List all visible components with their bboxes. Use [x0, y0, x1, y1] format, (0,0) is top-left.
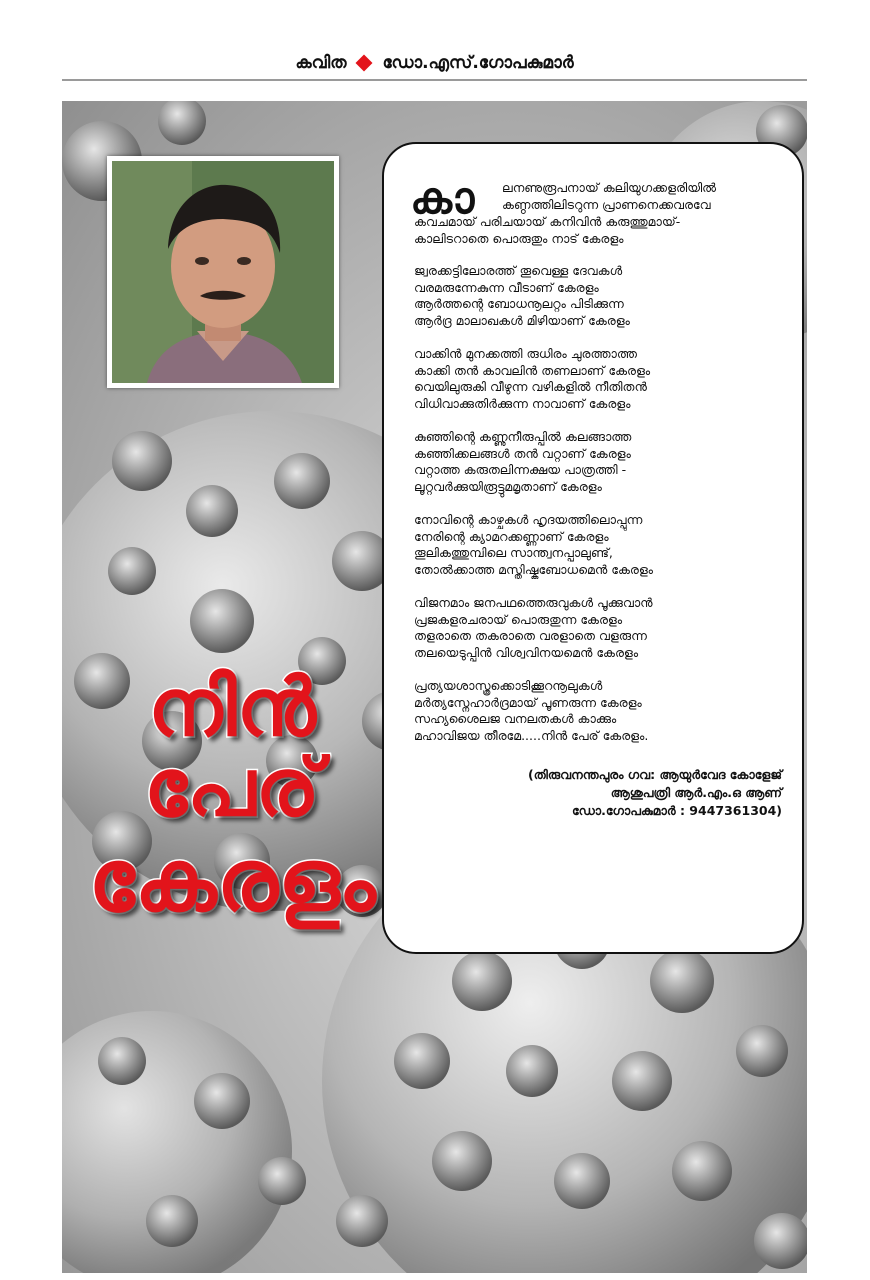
- poem-line: വരമരുന്നേകുന്ന വീടാണ് കേരളം: [414, 279, 599, 295]
- poem-line: ആർദ്ര മാലാഖകൾ മിഴിയാണ് കേരളം: [414, 312, 630, 328]
- poem-line: നോവിന്റെ കാഴ്ചകൾ ഹൃദയത്തിലൊപ്പുന്ന: [414, 512, 643, 527]
- poem-stanza-1: [410, 173, 788, 246]
- poem-stanza-6: [414, 595, 788, 661]
- header-rule: [62, 79, 807, 81]
- diamond-icon: [356, 55, 373, 72]
- poem-line: കുഞ്ഞിന്റെ കണ്ണുനീരുപ്പിൽ കലങ്ങാത്ത: [414, 429, 632, 444]
- page-header: [62, 48, 807, 78]
- feature-panel: [62, 101, 807, 1273]
- poem-stanza-3: [414, 346, 788, 412]
- poem-line: സഹ്യശൈലജ വനലതകൾ കാക്കും: [414, 711, 617, 726]
- poem-stanza-5: [414, 512, 788, 578]
- drop-cap: കാ: [410, 173, 475, 224]
- poem-line: മർത്യസ്നേഹാർദ്രമായ് പൂണരുന്ന കേരളം: [414, 694, 642, 710]
- author-credit: [414, 766, 788, 820]
- poem-stanza-4: [414, 429, 788, 495]
- poem-box: [382, 142, 804, 954]
- poem-line: ആർത്തന്റെ ബോധനൂലറ്റം പിടിക്കുന്ന: [414, 296, 624, 311]
- poem-line: തോൽക്കാത്ത മസ്തിഷ്കബോധമെൻ കേരളം: [414, 561, 654, 577]
- poem-line: വിജനമാം ജനപഥത്തെരുവുകൾ പൂക്കുവാൻ: [414, 595, 653, 610]
- poem-line: കണ്ഠത്തിലിടറുന്ന പ്രാണനെക്കവരവേ: [502, 197, 711, 212]
- poem-line: ലനണുരൂപനായ് കലിയുഗക്കളരിയിൽ: [502, 180, 717, 195]
- author-name: ഡോ.എസ്.ഗോപകുമാർ: [382, 53, 574, 73]
- poem-line: വാക്കിൻ മുനക്കത്തി രുധിരം ചുരത്താത്ത: [414, 346, 637, 361]
- poem-line: ലൂറ്റവർക്കുയിരൂട്ടുമമൃതാണ് കേരളം: [414, 478, 602, 494]
- title-line-1: നിൻ: [148, 661, 316, 754]
- title-line-2: പേര്: [144, 741, 320, 834]
- poem-line: കവചമായ് പരിചയായ് കനിവിൻ കരുത്തുമായ്-: [414, 214, 681, 229]
- section-label: കവിത: [295, 53, 347, 73]
- portrait-icon: [112, 161, 334, 383]
- poem-line: വിധിവാക്കുതിർക്കുന്ന നാവാണ് കേരളം: [414, 395, 631, 411]
- credit-line: (തിരുവനന്തപുരം ഗവ: ആയുർവേദ കോളേജ്: [528, 767, 782, 782]
- poem-line: നേരിന്റെ ക്യാമറക്കണ്ണാണ് കേരളം: [414, 528, 609, 544]
- poem-line: കാലിടറാതെ പൊരുതും നാട് കേരളം: [414, 231, 624, 246]
- poem-line: മഹാവിജയ തീരമേ.....നിൻ പേര് കേരളം.: [414, 727, 649, 743]
- title-line-3: കേരളം: [88, 831, 376, 931]
- poem-line: തൂലികത്തുമ്പിലെ സാന്ത്വനപ്പാലുണ്ട്,: [414, 545, 613, 560]
- author-photo: [107, 156, 339, 388]
- poem-line: കാക്കി തൻ കാവലിൻ തണലാണ് കേരളം: [414, 362, 651, 378]
- poem-line: വെയിലുരുകി വീഴുന്ന വഴികളിൽ നീതിതൻ: [414, 379, 647, 394]
- poem-line: പ്രജകളരചരായ് പൊരുതുന്ന കേരളം: [414, 611, 623, 627]
- poem-stanza-2: [414, 263, 788, 329]
- poem-line: ജ്വരക്കട്ടിലോരത്ത് തൂവെള്ള ദേവകൾ: [414, 263, 623, 278]
- poem-line: പ്രത്യയശാസ്ത്രക്കൊടിക്കൂറനൂലുകൾ: [414, 678, 603, 693]
- poem-line: തലയെടുപ്പിൻ വിശ്വവിനയമെൻ കേരളം: [414, 644, 639, 660]
- credit-line: ആശുപത്രി ആർ.എം.ഒ ആണ്: [610, 785, 782, 800]
- poem-stanza-7: [414, 678, 788, 744]
- poem-line: കഞ്ഞിക്കലങ്ങൾ തൻ വറ്റാണ് കേരളം: [414, 445, 631, 461]
- poem-line: വറ്റാത്ത കരുതലിന്നക്ഷയ പാത്രത്തി -: [414, 462, 627, 477]
- poem-line: തളരാതെ തകരാതെ വരളാതെ വളരുന്ന: [414, 628, 647, 643]
- credit-line: ഡോ.ഗോപകുമാർ : 9447361304): [571, 803, 782, 818]
